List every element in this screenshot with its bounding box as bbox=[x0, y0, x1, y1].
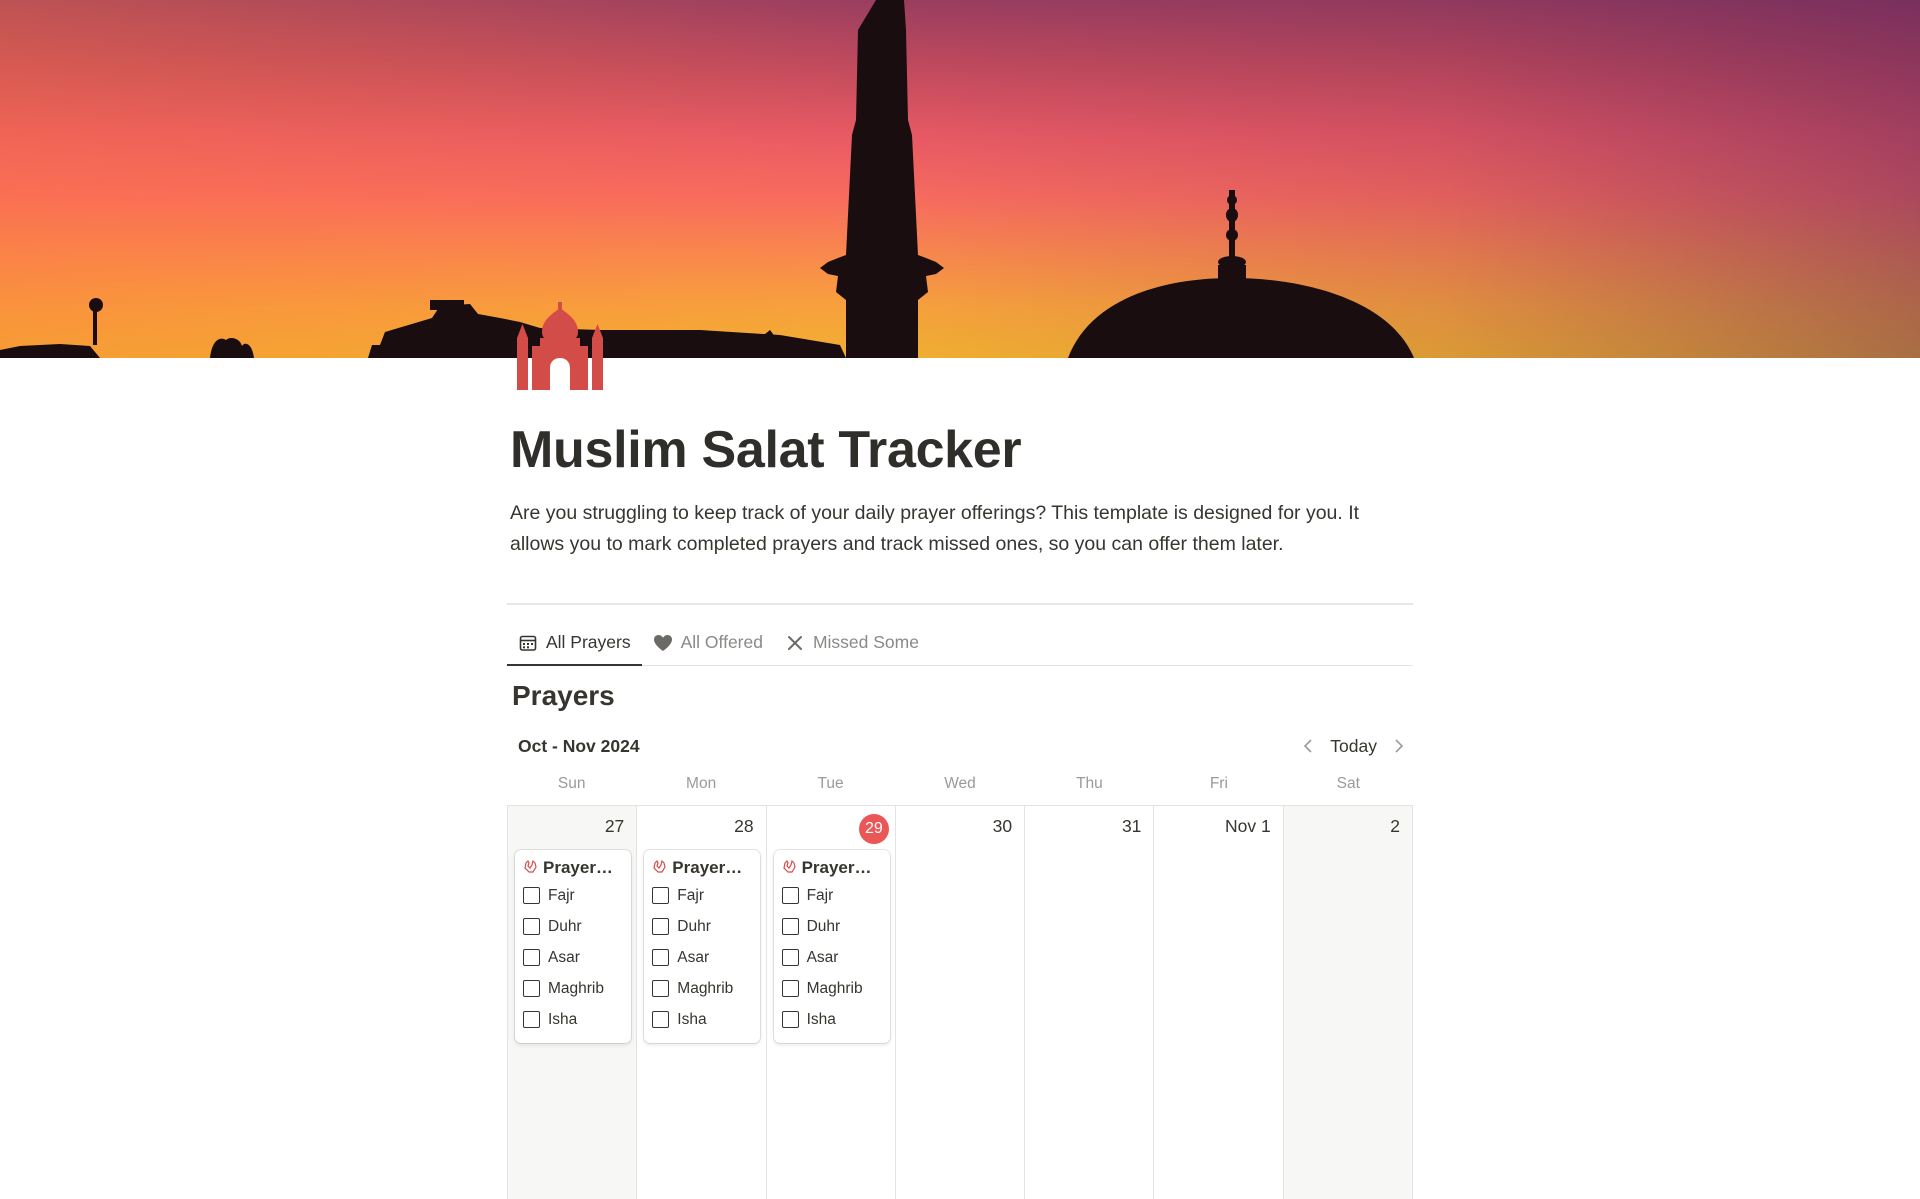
tab-all-prayers[interactable] bbox=[507, 620, 642, 665]
prayer-item[interactable] bbox=[782, 1004, 882, 1035]
prayer-hands-icon bbox=[523, 858, 539, 879]
page-description[interactable]: Are you struggling to keep track of your daily prayer offerings? This template is designed for you. It allows you to mark completed prayers and track missed ones, so you can offer them later. bbox=[510, 502, 1360, 555]
day-number: 27 bbox=[604, 816, 625, 836]
weekday-label: Sat bbox=[1336, 775, 1360, 792]
weekday-label: Mon bbox=[686, 775, 717, 792]
prayer-hands-icon bbox=[782, 858, 798, 879]
checkbox[interactable] bbox=[782, 980, 799, 997]
checkbox[interactable] bbox=[782, 1011, 799, 1028]
prayer-item[interactable] bbox=[523, 1004, 623, 1035]
prayer-label: Fajr bbox=[806, 886, 834, 904]
prayer-label: Maghrib bbox=[677, 979, 734, 997]
calendar-header bbox=[507, 732, 1413, 760]
calendar-day-cell[interactable] bbox=[637, 806, 766, 1199]
weekday-label: Wed bbox=[944, 775, 976, 792]
prayer-item[interactable] bbox=[652, 880, 752, 911]
prayer-item[interactable] bbox=[782, 911, 882, 942]
calendar-day-cell[interactable] bbox=[1154, 806, 1283, 1199]
checkbox[interactable] bbox=[782, 949, 799, 966]
prayer-item[interactable] bbox=[782, 942, 882, 973]
view-tabs bbox=[507, 620, 1413, 666]
prayer-label: Duhr bbox=[806, 917, 841, 935]
prayer-label: Duhr bbox=[548, 917, 582, 935]
prayer-item[interactable] bbox=[652, 973, 752, 1004]
card-title: Prayer… bbox=[672, 858, 743, 877]
prayer-label: Fajr bbox=[548, 886, 575, 904]
day-number: 30 bbox=[992, 816, 1013, 836]
calendar-day-cell[interactable] bbox=[767, 806, 896, 1199]
mosque-silhouette bbox=[0, 0, 1920, 358]
prayer-label: Fajr bbox=[677, 886, 704, 904]
weekday-label: Fri bbox=[1209, 775, 1228, 792]
tab-label: All Prayers bbox=[546, 632, 631, 652]
database-title[interactable]: Prayers bbox=[512, 680, 615, 711]
tab-missed-some[interactable] bbox=[774, 620, 930, 665]
checkbox[interactable] bbox=[523, 949, 540, 966]
prayer-label: Duhr bbox=[677, 917, 711, 935]
prayer-label: Asar bbox=[806, 948, 839, 966]
prayer-item[interactable] bbox=[523, 942, 623, 973]
calendar-day-cell[interactable] bbox=[1284, 806, 1413, 1199]
prayer-label: Maghrib bbox=[806, 979, 863, 997]
weekday-label: Thu bbox=[1076, 775, 1103, 792]
prayer-label: Asar bbox=[548, 948, 580, 966]
prayer-label: Isha bbox=[806, 1010, 836, 1028]
chevron-left-icon[interactable] bbox=[1294, 732, 1322, 760]
checkbox[interactable] bbox=[523, 918, 540, 935]
card-title: Prayer… bbox=[543, 858, 613, 877]
today-day-number: 29 bbox=[859, 814, 889, 844]
mosque-icon[interactable] bbox=[514, 302, 606, 390]
calendar-day-cell[interactable] bbox=[1025, 806, 1154, 1199]
tab-all-offered[interactable] bbox=[642, 620, 774, 665]
month-label: Oct - Nov 2024 bbox=[518, 736, 640, 756]
prayer-item[interactable] bbox=[523, 911, 623, 942]
checkbox[interactable] bbox=[652, 980, 669, 997]
prayer-item[interactable] bbox=[523, 880, 623, 911]
weekday-label: Sun bbox=[557, 775, 586, 792]
checkbox[interactable] bbox=[652, 887, 669, 904]
page-title[interactable]: Muslim Salat Tracker bbox=[510, 421, 1022, 479]
checkbox[interactable] bbox=[782, 918, 799, 935]
prayer-item[interactable] bbox=[652, 911, 752, 942]
checkbox[interactable] bbox=[652, 949, 669, 966]
day-number: Nov 1 bbox=[1224, 816, 1271, 836]
checkbox[interactable] bbox=[523, 1011, 540, 1028]
close-icon bbox=[785, 633, 805, 653]
checkbox[interactable] bbox=[782, 887, 799, 904]
day-number: 31 bbox=[1121, 816, 1142, 836]
prayer-label: Maghrib bbox=[548, 979, 604, 997]
tab-label: All Offered bbox=[680, 632, 763, 652]
checkbox[interactable] bbox=[652, 1011, 669, 1028]
prayer-card[interactable] bbox=[774, 850, 890, 1043]
prayer-hands-icon bbox=[652, 858, 668, 879]
divider bbox=[507, 603, 1413, 605]
chevron-right-icon[interactable] bbox=[1385, 732, 1413, 760]
page-cover bbox=[0, 0, 1920, 358]
tab-label: Missed Some bbox=[812, 632, 919, 652]
checkbox[interactable] bbox=[523, 980, 540, 997]
calendar-icon bbox=[518, 633, 538, 653]
prayer-card[interactable] bbox=[644, 850, 760, 1043]
prayer-label: Isha bbox=[677, 1010, 707, 1028]
weekday-header bbox=[507, 775, 1413, 799]
calendar-day-cell[interactable] bbox=[896, 806, 1025, 1199]
prayer-card[interactable] bbox=[515, 850, 631, 1043]
prayer-item[interactable] bbox=[652, 1004, 752, 1035]
prayer-item[interactable] bbox=[782, 880, 882, 911]
day-number: 2 bbox=[1390, 816, 1400, 836]
heart-icon bbox=[653, 633, 673, 653]
prayer-item[interactable] bbox=[523, 973, 623, 1004]
weekday-label: Tue bbox=[817, 775, 844, 792]
card-title: Prayer… bbox=[801, 858, 872, 877]
calendar-grid bbox=[507, 805, 1413, 1199]
calendar-day-cell[interactable] bbox=[508, 806, 637, 1199]
prayer-item[interactable] bbox=[652, 942, 752, 973]
day-number: 28 bbox=[734, 816, 754, 836]
today-button[interactable]: Today bbox=[1330, 735, 1377, 756]
prayer-item[interactable] bbox=[782, 973, 882, 1004]
checkbox[interactable] bbox=[652, 918, 669, 935]
calendar-nav bbox=[1294, 732, 1413, 760]
prayer-label: Isha bbox=[548, 1010, 578, 1028]
prayer-label: Asar bbox=[677, 948, 710, 966]
checkbox[interactable] bbox=[523, 887, 540, 904]
